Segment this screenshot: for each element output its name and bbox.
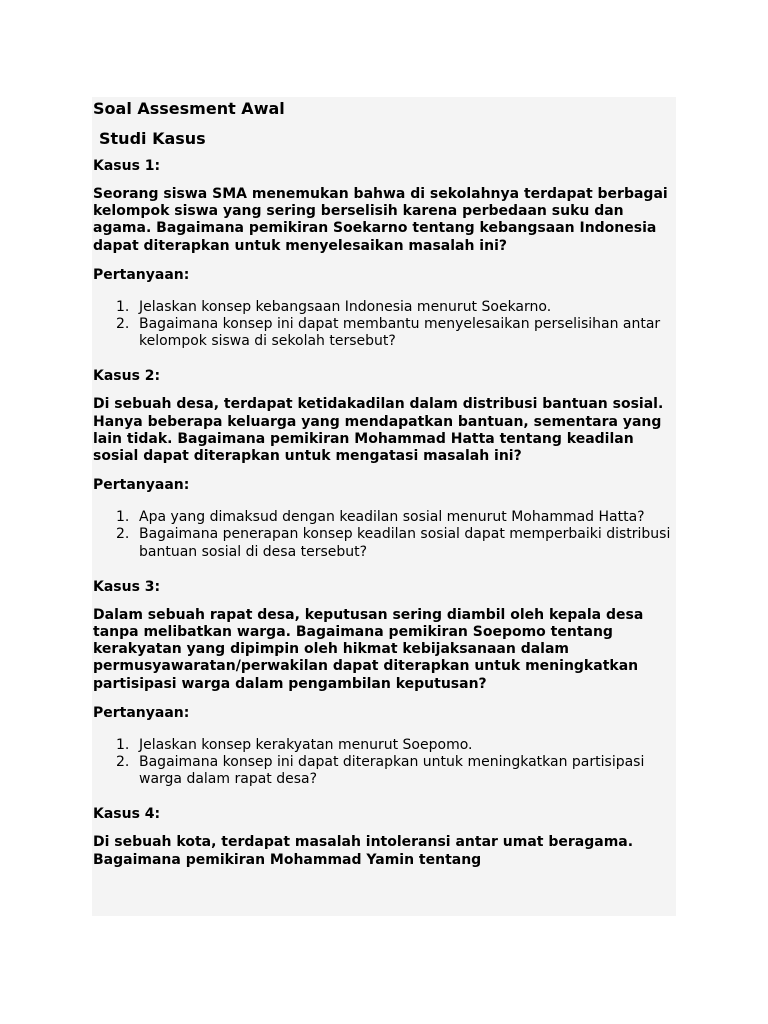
question-text: Bagaimana konsep ini dapat membantu menyelesaikan perselisihan antar kelompok siswa di sekolah tersebut? [139, 316, 661, 350]
case-label: Kasus 1: [93, 158, 161, 174]
case-1 [93, 157, 676, 367]
question-label: Pertanyaan: [93, 704, 190, 721]
question-text: Apa yang dimaksud dengan keadilan sosial menurut Mohammad Hatta? [139, 509, 645, 526]
case-text: Seorang siswa SMA menemukan bahwa di sekolahnya terdapat berbagai kelompok siswa yang sering berselisih karena perbedaan suku dan agama. Bagaimana pemikiran Soekarno tentang kebangsaan Indonesia dapat diterapkan untuk menyelesaikan masalah ini? [93, 186, 668, 254]
case-label: Kasus 4: [93, 806, 161, 823]
case-2 [93, 367, 676, 577]
case-label: Kasus 2: [93, 368, 161, 385]
list-number: 2. [116, 526, 130, 543]
question-list [93, 299, 676, 351]
document-area [92, 97, 676, 916]
document-content [92, 99, 676, 869]
case-3 [93, 578, 676, 806]
list-item [93, 526, 676, 560]
list-item [93, 316, 676, 350]
question-text: Bagaimana penerapan konsep keadilan sosial dapat memperbaiki distribusi bantuan sosial di desa tersebut? [139, 526, 671, 560]
list-number: 1. [116, 509, 130, 526]
document-subtitle: Studi Kasus [99, 129, 206, 148]
question-text: Jelaskan konsep kebangsaan Indonesia menurut Soekarno. [139, 298, 552, 315]
list-number: 2. [116, 316, 130, 333]
question-label: Pertanyaan: [93, 266, 190, 283]
question-label: Pertanyaan: [93, 477, 190, 494]
list-number: 2. [116, 754, 130, 771]
list-item [93, 509, 676, 526]
document-title: Soal Assesment Awal [93, 99, 285, 118]
case-text: Di sebuah desa, terdapat ketidakadilan dalam distribusi bantuan sosial. Hanya beberapa keluarga yang mendapatkan bantuan, sementara yang lain tidak. Bagaimana pemikiran Mohammad Hatta tentang keadilan sosial dapat diterapkan untuk mengatasi masalah ini? [93, 396, 664, 465]
case-text: Di sebuah kota, terdapat masalah intoleransi antar umat beragama. Bagaimana pemikiran Mohammad Yamin tentang [93, 834, 634, 868]
list-item [93, 737, 676, 754]
list-number: 1. [116, 736, 130, 753]
list-number: 1. [116, 298, 130, 315]
list-item [93, 299, 676, 316]
question-list [93, 737, 676, 789]
list-item [93, 754, 676, 788]
case-4 [93, 805, 676, 868]
case-label: Kasus 3: [93, 578, 161, 595]
question-list [93, 509, 676, 561]
question-text: Bagaimana konsep ini dapat diterapkan untuk meningkatkan partisipasi warga dalam rapat desa? [139, 754, 645, 788]
question-text: Jelaskan konsep kerakyatan menurut Soepomo. [139, 736, 473, 753]
case-text: Dalam sebuah rapat desa, keputusan sering diambil oleh kepala desa tanpa melibatkan warga. Bagaimana pemikiran Soepomo tentang kerakyatan yang dipimpin oleh hikmat kebijaksanaan dalam permusyawaratan/perwakilan dapat diterapkan untuk meningkatkan partisipasi warga dalam pengambilan keputusan? [93, 606, 644, 692]
